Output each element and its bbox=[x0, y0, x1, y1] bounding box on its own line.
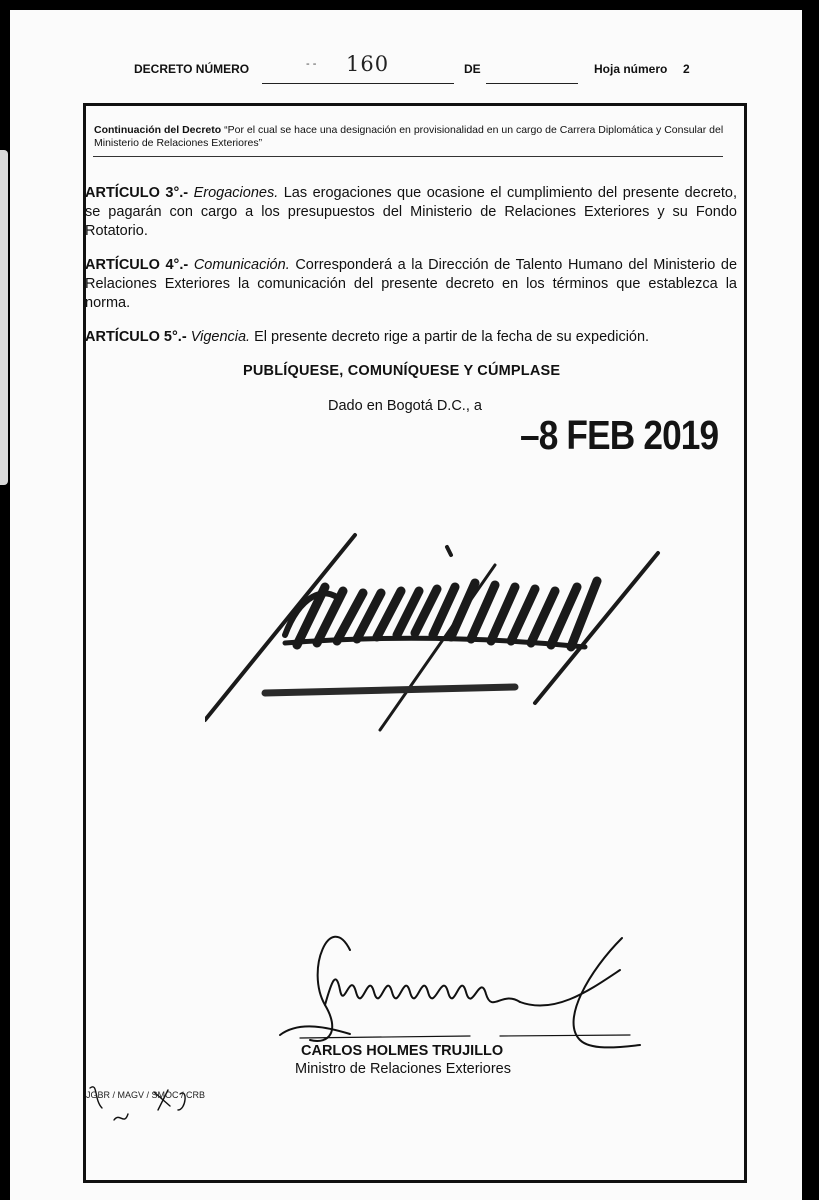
article-5 bbox=[85, 328, 737, 347]
decreto-number-line bbox=[262, 83, 454, 84]
article-body: Corresponderá a la Dirección de Talento Humano del Ministerio de Relaciones Exteriores la comunicación del presente decreto en los términos que establezca la norma. bbox=[85, 257, 738, 311]
article-body: El presente decreto rige a partir de la fecha de su expedición. bbox=[254, 329, 650, 345]
signer-title: Ministro de Relaciones Exteriores bbox=[295, 1061, 511, 1077]
article-heading: ARTÍCULO 4°.- bbox=[85, 257, 189, 273]
hoja-number: 2 bbox=[683, 62, 690, 76]
hoja-label: Hoja número bbox=[594, 62, 668, 76]
drafting-initials: JGBR / MAGV / SMOC / CRB bbox=[86, 1090, 206, 1100]
article-heading: ARTÍCULO 5°.- bbox=[85, 329, 187, 345]
scroll-edge-handle[interactable] bbox=[0, 150, 8, 485]
article-title: Comunicación. bbox=[193, 257, 290, 273]
article-4 bbox=[85, 256, 737, 313]
article-title: Vigencia. bbox=[190, 329, 251, 345]
signer-name: CARLOS HOLMES TRUJILLO bbox=[301, 1043, 504, 1059]
decreto-number: 160 bbox=[346, 52, 390, 76]
handwritten-ticks: - - bbox=[306, 58, 317, 70]
article-3 bbox=[85, 184, 737, 241]
article-body: Las erogaciones que ocasione el cumplimiento del presente decreto, se pagarán con cargo a los presupuestos del Ministerio de Relaciones Exteriores y su Fondo Rotatorio. bbox=[85, 185, 738, 239]
closing-formula: PUBLÍQUESE, COMUNÍQUESE Y CÚMPLASE bbox=[243, 363, 561, 379]
minister-signature bbox=[270, 910, 650, 1060]
article-title: Erogaciones. bbox=[193, 185, 279, 201]
continuation-rule bbox=[93, 156, 723, 157]
de-line bbox=[486, 83, 578, 84]
initials-scribbles bbox=[84, 1080, 214, 1130]
article-heading: ARTÍCULO 3°.- bbox=[85, 185, 189, 201]
decreto-label: DECRETO NÚMERO bbox=[134, 62, 250, 76]
continuation-label: Continuación del Decreto bbox=[94, 124, 222, 136]
date-stamp: –8 FEB 2019 bbox=[520, 412, 719, 458]
continuation-heading bbox=[94, 124, 734, 150]
continuation-text: “Por el cual se hace una designación en provisionalidad en un cargo de Carrera Diplomática y Consular del Ministerio de Relaciones Exteriores” bbox=[94, 124, 724, 149]
dado-en: Dado en Bogotá D.C., a bbox=[328, 398, 482, 414]
presidential-signature bbox=[205, 525, 675, 740]
de-label: DE bbox=[464, 62, 481, 76]
